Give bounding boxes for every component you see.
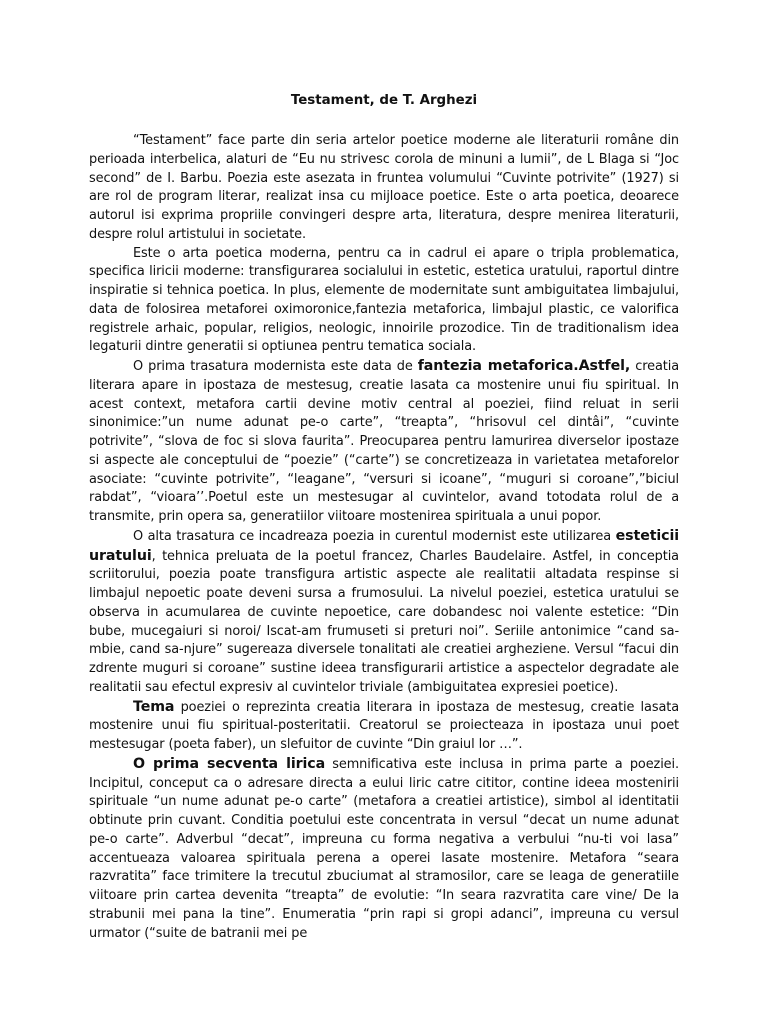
document-body: [89, 132, 679, 943]
paragraph: [89, 245, 679, 358]
paragraph: [89, 132, 679, 245]
text-run: semnificativa este inclusa in prima parte a poeziei. Incipitul, conceput ca o adresare directa a eului liric catre cititor, contine ideea mostenirii spirituale “un nume adunat pe-o carte” (metafora a creatiei artistice), simbol al identitatii obtinute prin cuvant. Conditia poetului este concentrata in versul “decat un nume adunat pe-o carte”. Adverbul “decat”, impreuna cu forma negativa a verbului “nu-ti voi lasa” accentueaza valoarea spirituala perena a operei lasate mostenire. Metafora “seara razvratita” face trimitere la trecutul zbuciumat al stramosilor, care se leaga de generatiile viitoare prin cartea devenita “treapta” de evolutie: “In seara razvratita care vine/ De la strabunii mei pana la tine”. Enumeratia “prin rapi si gropi adanci”, impreuna cu versul urmator (“suite de batranii mei pe: [89, 756, 679, 941]
paragraph: [89, 698, 679, 755]
paragraph: [89, 527, 679, 698]
text-run: O prima trasatura modernista este data de: [133, 359, 418, 374]
highlighted-phrase: esteticii uratului: [89, 527, 679, 564]
paragraph: [89, 755, 679, 944]
highlighted-phrase: O prima secventa lirica: [133, 755, 326, 772]
highlighted-phrase: Tema: [133, 698, 175, 715]
text-run: O alta trasatura ce incadreaza poezia in curentul modernist este utilizarea: [133, 528, 616, 544]
text-run: Este o arta poetica moderna, pentru ca in cadrul ei apare o tripla problematica, specifica liricii moderne: transfigurarea socialului in estetic, estetica uratului, raportul dintre inspiratie si tehnica poetica. In plus, elemente de modernitate sunt ambiguitatea limbajului, data de folosirea metaforei oximoronice,fantezia metaforica, limbajul plastic, ce valorifica registrele arhaic, popular, religios, neologic, innoirile prozodice. Tin de traditionalism idea legaturii dintre generatii si optiunea pentru tematica sociala.: [89, 245, 679, 355]
highlighted-phrase: fantezia metaforica.Astfel,: [417, 358, 631, 374]
text-run: creatia literara apare in ipostaza de mestesug, creatie lasata ca mostenire unui fiu spiritual. In acest context, metafora cartii devine motiv central al poeziei, fiind reluat in serii sinonimice:”un nume adunat pe-o carte”, “treapta”, “hrisovul cel dintâi”, “cuvinte potrivite”, “slova de foc si slova faurita”. Preocuparea pentru lamurirea diverselor ipostaze si aspecte ale conceptului de “poezie” (“carte”) se concretizeaza in varietatea metaforelor asociate: “cuvinte potrivite”, “leagane”, “versuri si icoane”, “muguri si coroane”,”biciul rabdat”, “vioara’’.Poetul este un mestesugar al cuvintelor, avand totodata rolul de a transmite, prin opera sa, generatiilor viitoare mostenirea spirituala a unui popor.: [89, 359, 679, 524]
text-run: poeziei o reprezinta creatia literara in ipostaza de mestesug, creatie lasata mostenire unui fiu spiritual-posteritatii. Creatorul se proiecteaza in ipostaza unui poet mestesugar (poeta faber), un slefuitor de cuvinte “Din graiul lor …”.: [89, 699, 679, 752]
text-run: , tehnica preluata de la poetul francez, Charles Baudelaire. Astfel, in conceptia scriitorului, poezia poate transfigura artistic aspecte ale realitatii altadata respinse si limbajul nepoetic poate deveni sursa a frumosului. La nivelul poeziei, estetica uratului se observa in acumularea de cuvinte nepoetice, care dobandesc noi valente estetice: “Din bube, mucegaiuri si noroi/ Iscat-am frumuseti si preturi noi”. Seriile antonimice “cand sa-mbie, cand sa-njure” sugereaza diversele tonalitati ale creatiei argheziene. Versul “facui din zdrente muguri si coroane” sustine ideea transfigurarii artistice a aspectelor degradate ale realitatii sau efectul expresiv al cuvintelor triviale (ambiguitatea expresiei poetice).: [89, 548, 679, 695]
document-title: Testament, de T. Arghezi: [290, 93, 478, 108]
text-run: “Testament” face parte din seria artelor poetice moderne ale literaturii române din perioada interbelica, alaturi de “Eu nu strivesc corola de minuni a lumii”, de L Blaga si “Joc second” de I. Barbu. Poezia este asezata in fruntea volumului “Cuvinte potrivite” (1927) si are rol de program literar, realizat insa cu mijloace poetice. Este o arta poetica, deoarece autorul isi exprima propriile convingeri despre arta, literatura, despre menirea literaturii, despre rolul artistului in societate.: [89, 133, 679, 242]
paragraph: [89, 357, 679, 527]
